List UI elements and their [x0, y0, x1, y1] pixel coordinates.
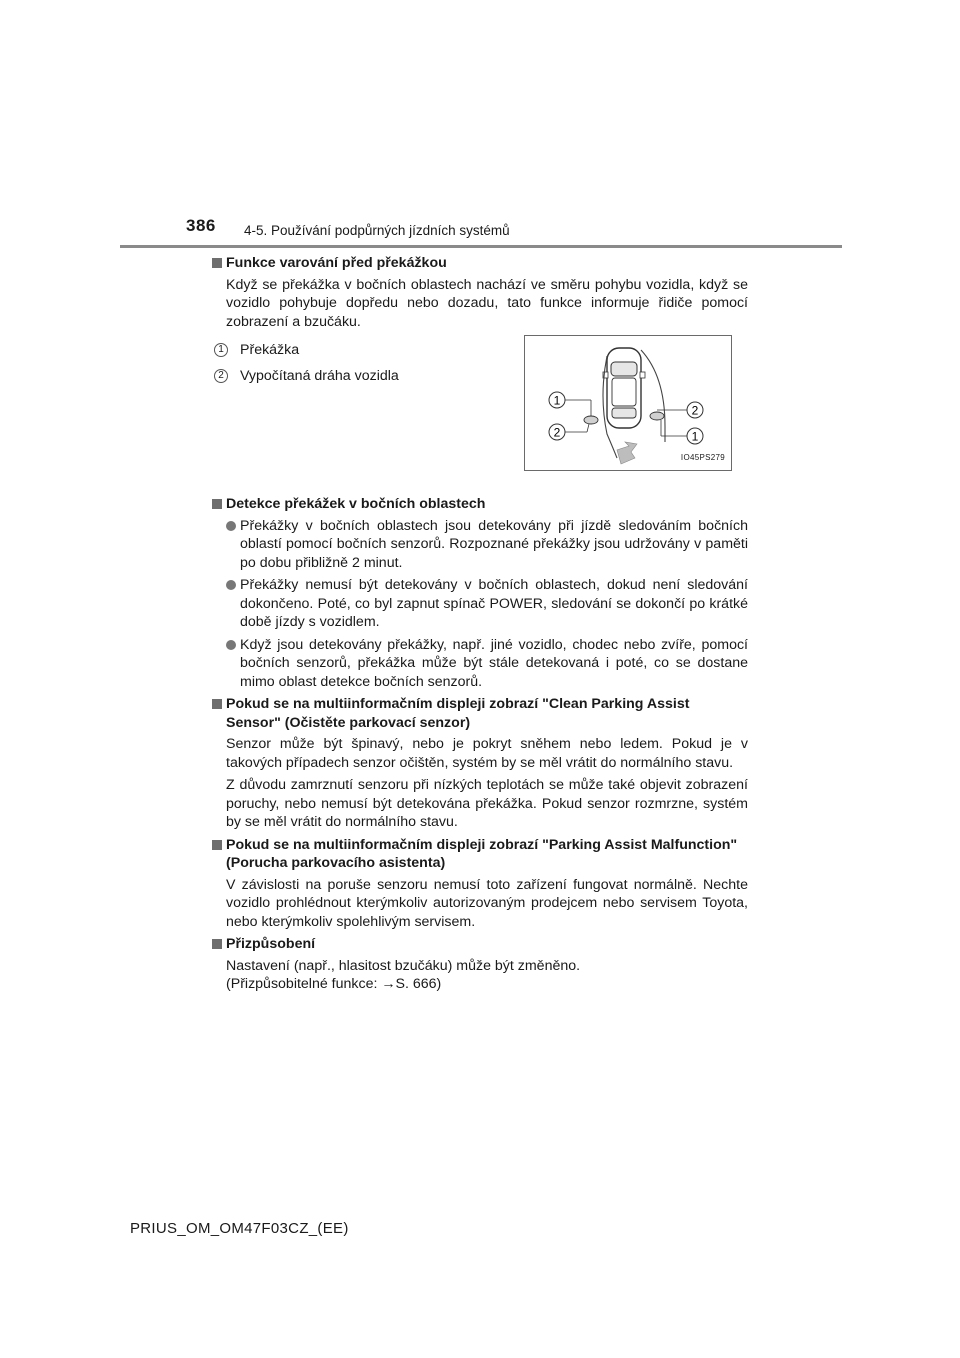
heading-detection — [212, 495, 748, 514]
clean-sensor-paragraph-1: Senzor může být špinavý, nebo je pokryt sněhem nebo ledem. Pokud je v takových případech senzor očištěn, systém by se měl vrátit do normálního stavu. — [226, 736, 748, 771]
obstacle-right-icon — [650, 412, 664, 420]
obstacle-left-icon — [584, 416, 598, 424]
page-number: 386 — [186, 216, 216, 235]
heading-clean-sensor — [212, 695, 748, 732]
square-bullet-icon — [212, 840, 222, 850]
clean-sensor-paragraph-2: Z důvodu zamrznutí senzoru při nízkých teplotách se může také objevit zobrazení poruchy, nebo nemusí být detekována překážka. Pokud senzor rozmrzne, systém by se měl vrátit do normálního stavu. — [226, 777, 748, 830]
customization-paragraph: Nastavení (např., hlasitost bzučáku) může být změněno. — [226, 957, 581, 974]
square-bullet-icon — [212, 939, 222, 949]
warning-text: Když se překážka v bočních oblastech nachází ve směru pohybu vozidla, když se vozidlo pohybuje dopředu nebo dozadu, tato funkce informuje řidiče pomocí zobrazení a bzučáku. — [226, 276, 748, 330]
vehicle-roof — [612, 378, 636, 406]
leader-line — [587, 424, 589, 432]
round-bullet-icon — [226, 640, 236, 650]
square-bullet-icon — [212, 258, 222, 268]
heading-malfunction-text: Pokud se na multiinformačním displeji zobrazí "Parking Assist Malfunction" (Porucha parkovacího asistenta) — [226, 836, 738, 871]
heading-customization — [212, 935, 748, 954]
heading-warning — [212, 254, 748, 273]
legend-label-1: Překážka — [240, 342, 300, 358]
header-rule — [120, 245, 842, 248]
reverse-arrow-icon — [617, 442, 637, 464]
legend-item-1 — [214, 341, 299, 360]
heading-malfunction — [212, 836, 748, 873]
square-bullet-icon — [212, 699, 222, 709]
legend-number-1: 1 — [214, 343, 228, 357]
figure-code: IO45PS279 — [680, 452, 725, 462]
callout-label: 1 — [691, 429, 699, 444]
vehicle-windshield — [611, 362, 637, 376]
square-bullet-icon — [212, 499, 222, 509]
round-bullet-icon — [226, 521, 236, 531]
malfunction-paragraph: V závislosti na poruše senzoru nemusí toto zařízení fungovat normálně. Nechte vozidlo prohlédnout kterýmkoliv autorizovaným prodejcem nebo servisem Toyota, nebo kterýmkoliv spolehlivým servisem. — [226, 876, 748, 930]
list-item — [226, 636, 748, 692]
callout-label: 2 — [691, 403, 699, 418]
legend-number-2: 2 — [214, 369, 228, 383]
heading-warning-text: Funkce varování před překážkou — [226, 255, 447, 271]
list-item — [226, 576, 748, 632]
mirror-right — [640, 372, 645, 378]
heading-customization-text: Přizpůsobení — [226, 936, 316, 952]
round-bullet-icon — [226, 580, 236, 590]
list-item-text: Překážky nemusí být detekovány v bočních oblastech, dokud není sledování dokončeno. Poté, co byl zapnut spínač POWER, sledování se dokončí po krátké době jízdy s vozidlem. — [240, 577, 748, 630]
parking-diagram — [524, 335, 732, 471]
vehicle-rear-window — [612, 408, 636, 418]
path-line-right — [641, 350, 665, 442]
heading-clean-sensor-text: Pokud se na multiinformačním displeji zobrazí "Clean Parking Assist Sensor" (Očistěte parkovací senzor) — [226, 696, 690, 731]
callout-label: 1 — [553, 393, 561, 408]
document-code: PRIUS_OM_OM47F03CZ_(EE) — [130, 1220, 349, 1237]
legend-item-2 — [214, 367, 399, 386]
legend-label-2: Vypočítaná dráha vozidla — [240, 368, 399, 384]
section-title: 4-5. Používání podpůrných jízdních systémů — [244, 223, 510, 238]
figure-block — [212, 335, 748, 491]
list-item-text: Překážky v bočních oblastech jsou detekovány při jízdě sledováním bočních oblastí pomocí bočních senzorů. Rozpoznané překážky jsou udržovány v paměti po dobu přibližně 2 minut. — [240, 517, 748, 571]
callout-label: 2 — [553, 425, 561, 440]
customization-reference-link[interactable]: (Přizpůsobitelné funkce: →S. 666) — [226, 976, 442, 992]
page-content — [212, 254, 748, 998]
list-item-text: Když jsou detekovány překážky, např. jiné vozidlo, chodec nebo zvíře, pomocí bočních senzorů, překážka může být stále detekovaná i poté, co se dostane mimo oblast detekce bočních senzorů. — [240, 636, 748, 690]
heading-detection-text: Detekce překážek v bočních oblastech — [226, 496, 486, 512]
list-item — [226, 517, 748, 573]
